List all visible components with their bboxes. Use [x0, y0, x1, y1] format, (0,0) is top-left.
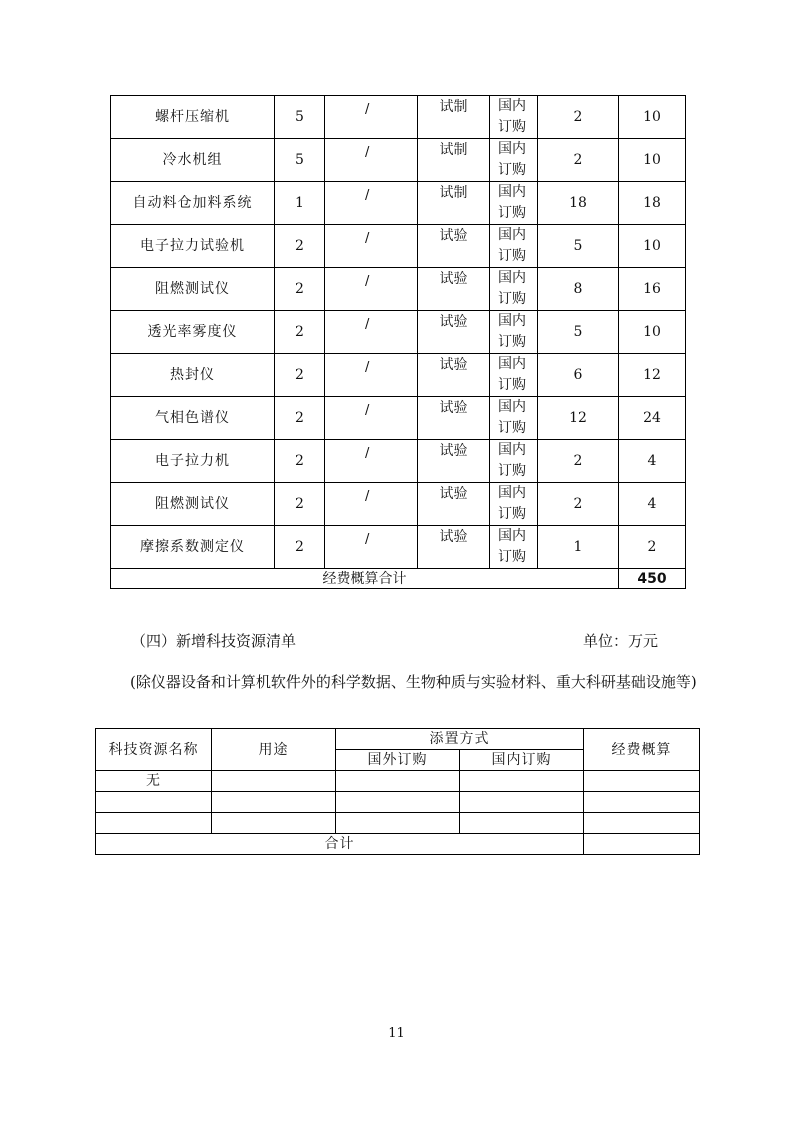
resource-name-cell: 无: [96, 771, 212, 792]
source-cell: [490, 397, 538, 440]
resource-row: [96, 813, 700, 834]
resource-cell: [336, 771, 460, 792]
unit-price-cell: 5: [538, 225, 619, 268]
row-total-cell: 4: [619, 440, 686, 483]
slash-mark: /: [365, 403, 370, 418]
equipment-row: [111, 139, 686, 182]
unit-price-cell: 1: [538, 526, 619, 569]
source-line-1: 国内: [498, 442, 526, 458]
row-total-cell: 10: [619, 225, 686, 268]
purpose-type-cell: 试验: [418, 440, 490, 483]
header-domestic: 国内订购: [460, 750, 584, 771]
slash-cell: [325, 440, 418, 483]
source-line-2: 订购: [498, 463, 526, 479]
resource-cell: [460, 771, 584, 792]
equipment-row: [111, 225, 686, 268]
purpose-type-cell: 试验: [418, 225, 490, 268]
source-line-2: 订购: [498, 420, 526, 436]
equipment-row: [111, 440, 686, 483]
header-usage: 用途: [212, 729, 336, 771]
source-line-2: 订购: [498, 205, 526, 221]
slash-cell: [325, 182, 418, 225]
unit-price-cell: 5: [538, 311, 619, 354]
slash-mark: /: [365, 317, 370, 332]
source-line-1: 国内: [498, 98, 526, 114]
resource-total-label: 合计: [96, 834, 584, 855]
page-number: 11: [388, 1026, 405, 1041]
equipment-row: [111, 483, 686, 526]
slash-cell: [325, 354, 418, 397]
quantity-cell: 2: [275, 483, 325, 526]
equipment-name-cell: 电子拉力机: [111, 440, 275, 483]
source-line-1: 国内: [498, 399, 526, 415]
unit-price-cell: 12: [538, 397, 619, 440]
equipment-total-label: 经费概算合计: [111, 569, 619, 589]
equipment-row: [111, 397, 686, 440]
slash-mark: /: [365, 231, 370, 246]
equipment-name-cell: 热封仪: [111, 354, 275, 397]
source-line-2: 订购: [498, 119, 526, 135]
resource-header-row: [96, 729, 700, 750]
slash-mark: /: [365, 102, 370, 117]
purpose-type-cell: 试验: [418, 397, 490, 440]
equipment-table: [110, 95, 686, 589]
source-cell: [490, 311, 538, 354]
source-line-1: 国内: [498, 227, 526, 243]
row-total-cell: 10: [619, 311, 686, 354]
resource-cell: [212, 771, 336, 792]
slash-cell: [325, 225, 418, 268]
source-line-2: 订购: [498, 248, 526, 264]
slash-mark: /: [365, 532, 370, 547]
row-total-cell: 10: [619, 96, 686, 139]
slash-mark: /: [365, 188, 370, 203]
resource-cell: [336, 813, 460, 834]
slash-cell: [325, 96, 418, 139]
quantity-cell: 1: [275, 182, 325, 225]
source-line-1: 国内: [498, 141, 526, 157]
equipment-name-cell: 气相色谱仪: [111, 397, 275, 440]
source-line-2: 订购: [498, 506, 526, 522]
header-foreign: 国外订购: [336, 750, 460, 771]
resource-total-row: [96, 834, 700, 855]
source-line-2: 订购: [498, 162, 526, 178]
resource-table: [95, 728, 700, 855]
unit-price-cell: 6: [538, 354, 619, 397]
unit-price-cell: 8: [538, 268, 619, 311]
resource-total-value: [584, 834, 700, 855]
source-cell: [490, 354, 538, 397]
section-note: (除仪器设备和计算机软件外的科学数据、生物种质与实验材料、重大科研基础设施等): [130, 673, 697, 691]
slash-cell: [325, 311, 418, 354]
resource-cell: [584, 771, 700, 792]
resource-cell: [584, 813, 700, 834]
resource-cell: [212, 792, 336, 813]
source-cell: [490, 182, 538, 225]
quantity-cell: 2: [275, 397, 325, 440]
slash-mark: /: [365, 489, 370, 504]
equipment-row: [111, 182, 686, 225]
equipment-name-cell: 螺杆压缩机: [111, 96, 275, 139]
source-line-1: 国内: [498, 184, 526, 200]
resource-cell: [96, 813, 212, 834]
resource-cell: [460, 813, 584, 834]
unit-label: 单位：万元: [583, 632, 659, 650]
equipment-name-cell: 摩擦系数测定仪: [111, 526, 275, 569]
row-total-cell: 4: [619, 483, 686, 526]
section-heading: （四）新增科技资源清单: [131, 632, 297, 650]
quantity-cell: 2: [275, 354, 325, 397]
purpose-type-cell: 试验: [418, 526, 490, 569]
equipment-row: [111, 268, 686, 311]
slash-cell: [325, 268, 418, 311]
source-line-1: 国内: [498, 313, 526, 329]
slash-mark: /: [365, 145, 370, 160]
source-line-2: 订购: [498, 291, 526, 307]
equipment-row: [111, 311, 686, 354]
slash-mark: /: [365, 360, 370, 375]
equipment-name-cell: 冷水机组: [111, 139, 275, 182]
row-total-cell: 24: [619, 397, 686, 440]
source-line-1: 国内: [498, 356, 526, 372]
slash-cell: [325, 483, 418, 526]
header-method: 添置方式: [336, 729, 584, 750]
equipment-total-row: [111, 569, 686, 589]
source-cell: [490, 225, 538, 268]
source-line-2: 订购: [498, 377, 526, 393]
quantity-cell: 5: [275, 139, 325, 182]
equipment-name-cell: 阻燃测试仪: [111, 268, 275, 311]
resource-row: [96, 792, 700, 813]
slash-mark: /: [365, 274, 370, 289]
quantity-cell: 2: [275, 526, 325, 569]
equipment-total-value: 450: [619, 569, 686, 589]
row-total-cell: 16: [619, 268, 686, 311]
equipment-row: [111, 526, 686, 569]
source-line-1: 国内: [498, 270, 526, 286]
slash-cell: [325, 397, 418, 440]
resource-cell: [460, 792, 584, 813]
equipment-row: [111, 96, 686, 139]
row-total-cell: 18: [619, 182, 686, 225]
source-line-1: 国内: [498, 485, 526, 501]
quantity-cell: 2: [275, 440, 325, 483]
equipment-name-cell: 阻燃测试仪: [111, 483, 275, 526]
source-cell: [490, 268, 538, 311]
row-total-cell: 10: [619, 139, 686, 182]
quantity-cell: 2: [275, 225, 325, 268]
equipment-name-cell: 透光率雾度仪: [111, 311, 275, 354]
purpose-type-cell: 试制: [418, 182, 490, 225]
source-cell: [490, 139, 538, 182]
resource-row: [96, 771, 700, 792]
row-total-cell: 12: [619, 354, 686, 397]
source-line-1: 国内: [498, 528, 526, 544]
source-cell: [490, 526, 538, 569]
source-cell: [490, 440, 538, 483]
purpose-type-cell: 试制: [418, 96, 490, 139]
unit-price-cell: 18: [538, 182, 619, 225]
slash-cell: [325, 526, 418, 569]
unit-price-cell: 2: [538, 440, 619, 483]
header-budget: 经费概算: [584, 729, 700, 771]
row-total-cell: 2: [619, 526, 686, 569]
equipment-row: [111, 354, 686, 397]
purpose-type-cell: 试验: [418, 354, 490, 397]
slash-cell: [325, 139, 418, 182]
slash-mark: /: [365, 446, 370, 461]
source-line-2: 订购: [498, 334, 526, 350]
header-resource-name: 科技资源名称: [96, 729, 212, 771]
unit-price-cell: 2: [538, 483, 619, 526]
purpose-type-cell: 试制: [418, 139, 490, 182]
equipment-name-cell: 电子拉力试验机: [111, 225, 275, 268]
resource-cell: [96, 792, 212, 813]
source-cell: [490, 96, 538, 139]
purpose-type-cell: 试验: [418, 268, 490, 311]
resource-cell: [336, 792, 460, 813]
quantity-cell: 2: [275, 311, 325, 354]
resource-cell: [584, 792, 700, 813]
source-line-2: 订购: [498, 549, 526, 565]
purpose-type-cell: 试验: [418, 311, 490, 354]
quantity-cell: 2: [275, 268, 325, 311]
quantity-cell: 5: [275, 96, 325, 139]
purpose-type-cell: 试验: [418, 483, 490, 526]
source-cell: [490, 483, 538, 526]
equipment-name-cell: 自动料仓加料系统: [111, 182, 275, 225]
resource-cell: [212, 813, 336, 834]
unit-price-cell: 2: [538, 96, 619, 139]
unit-price-cell: 2: [538, 139, 619, 182]
